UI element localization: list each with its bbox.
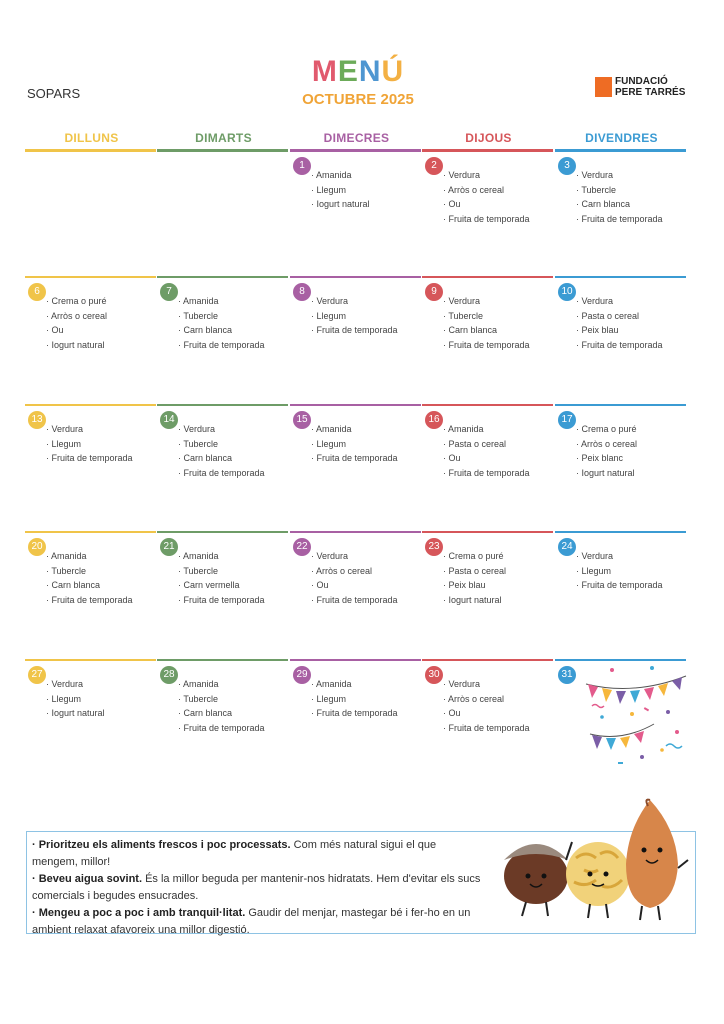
menu-item: · Ou [46,325,64,335]
menu-item: · Carn blanca [576,199,631,209]
menu-item: · Llegum [46,693,82,704]
menu-item: · Fruita de temporada [443,722,530,733]
day-number-badge: 13 [28,411,46,429]
menu-item: · Verdura [443,170,481,180]
cell-divider [422,276,553,278]
menu-item-list [576,294,663,352]
title-letter: Ú [381,55,405,88]
day-number-badge: 24 [558,538,576,556]
day-number-badge: 20 [28,538,46,556]
menu-item: · Iogurt natural [46,339,105,350]
menu-item: · Carn blanca [443,325,498,335]
day-header-underline [422,149,553,152]
title-letter: E [337,55,359,88]
logo-square-icon [595,77,612,97]
menu-item: · Verdura [178,424,216,434]
menu-item: · Amanida [46,551,87,561]
menu-type-label: SOPARS [27,86,81,101]
menu-item: · Peix blau [576,325,619,335]
day-number-badge: 15 [293,411,311,429]
day-number-badge: 23 [425,538,443,556]
menu-item: · Arròs o cereal [46,310,108,321]
day-header-underline [290,149,421,152]
day-number-badge: 21 [160,538,178,556]
day-number-badge: 29 [293,666,311,684]
page-title [290,54,426,90]
day-header-dijous: DIJOUS [465,131,512,145]
menu-item: · Amanida [311,424,352,434]
menu-item-list [576,168,663,226]
menu-item: · Fruita de temporada [311,453,398,463]
party-bunting-icon [582,662,694,774]
menu-item: · Ou [443,199,461,209]
menu-item: · Carn blanca [46,580,101,590]
day-number-badge: 28 [160,666,178,684]
menu-item-list [443,168,530,226]
cell-divider [25,404,156,406]
day-number-badge: 8 [293,283,311,301]
cell-divider [422,531,553,533]
menu-item: · Fruita de temporada [46,453,133,463]
menu-item-list [311,549,398,607]
day-number-badge: 17 [558,411,576,429]
day-header-underline [157,149,288,152]
menu-item: · Arròs o cereal [443,693,505,704]
food-characters-illustration [500,798,690,924]
cell-divider [157,531,288,533]
menu-item: · Llegum [311,310,347,321]
cell-divider [290,276,421,278]
menu-item: · Verdura [443,679,481,689]
day-number-badge: 30 [425,666,443,684]
tip-3-text: Gaudir del menjar, mastegar bé i fer-ho en un ambient relaxat afavoreix una millor digestió. [32,907,471,936]
day-header-dilluns: DILLUNS [64,131,119,145]
menu-item: · Llegum [576,565,612,576]
menu-item: · Fruita de temporada [46,594,133,605]
menu-item: · Iogurt natural [46,708,105,718]
menu-item: · Crema o puré [576,424,637,434]
day-number-badge: 27 [28,666,46,684]
cell-divider [555,531,686,533]
menu-item: · Fruita de temporada [178,467,265,478]
sweet-potato-icon [626,800,688,920]
menu-item-list [178,677,265,735]
menu-item: · Crema o puré [443,551,504,561]
menu-item: · Amanida [311,679,352,689]
menu-item-list [576,422,637,480]
day-number-badge: 9 [425,283,443,301]
cell-divider [25,276,156,278]
menu-item: · Arròs o cereal [576,438,638,449]
menu-item: · Llegum [311,438,347,449]
menu-item: · Tubercle [178,693,219,704]
menu-item-list [311,168,370,212]
menu-item-list [311,677,398,721]
day-header-dimarts: DIMARTS [195,131,252,145]
cell-divider [157,659,288,661]
day-number-badge: 2 [425,157,443,175]
menu-item: · Verdura [576,170,614,180]
cell-divider [157,404,288,406]
menu-item-list [178,422,265,480]
tip-2-text: És la millor beguda per mantenir-nos hidratats. Hem d'evitar els sucs comercials i begudes ensucrades. [32,873,481,902]
menu-item: · Verdura [46,424,84,434]
menu-item: · Llegum [46,438,82,449]
menu-item: · Carn blanca [178,708,233,718]
menu-item: · Verdura [311,296,349,306]
menu-item: · Llegum [311,184,347,195]
menu-item: · Amanida [311,170,352,180]
menu-item: · Fruita de temporada [311,594,398,605]
menu-item: · Tubercle [178,565,219,576]
cell-divider [555,404,686,406]
menu-item-list [46,422,133,466]
tip-1-bold: · Prioritzeu els aliments frescos i poc processats. [32,839,291,851]
menu-item-list [178,294,265,352]
tip-3-bold: · Mengeu a poc a poc i amb tranquil·litat. [32,907,246,919]
month-subtitle: OCTUBRE 2025 [302,91,414,108]
day-number-badge: 22 [293,538,311,556]
tip-1-text: Com més natural sigui el que mengem, millor! [32,839,437,868]
tip-1 [32,837,482,871]
menu-item: · Amanida [443,424,484,434]
menu-item: · Amanida [178,679,219,689]
menu-item: · Pasta o cereal [443,565,507,576]
cell-divider [290,404,421,406]
menu-item: · Ou [311,580,329,590]
tip-2 [32,871,482,905]
cell-divider [290,531,421,533]
menu-item: · Fruita de temporada [576,580,663,590]
cell-divider [422,659,553,661]
cell-divider [290,659,421,661]
menu-item: · Iogurt natural [311,199,370,209]
menu-item: · Verdura [311,551,349,561]
cell-divider [422,404,553,406]
menu-item: · Fruita de temporada [576,339,663,350]
menu-item: · Amanida [178,296,219,306]
menu-item: · Tubercle [576,184,617,195]
day-header-underline [25,149,156,152]
title-letter: N [358,55,382,88]
day-header-divendres: DIVENDRES [585,131,658,145]
menu-item: · Tubercle [443,310,484,321]
menu-item: · Iogurt natural [576,467,635,478]
menu-item-list [311,422,398,466]
menu-item: · Fruita de temporada [443,339,530,350]
chestnut-icon [504,842,572,916]
menu-item-list [46,549,133,607]
walnut-icon [566,842,630,918]
menu-item: · Verdura [46,679,84,689]
title-letter: M [311,55,338,88]
menu-item-list [311,294,398,338]
menu-item: · Verdura [576,551,614,561]
menu-item: · Fruita de temporada [311,708,398,718]
menu-item: · Llegum [311,693,347,704]
cell-divider [555,276,686,278]
menu-item: · Peix blanc [576,453,624,463]
day-number-badge: 16 [425,411,443,429]
menu-item: · Fruita de temporada [443,213,530,224]
day-number-badge: 10 [558,283,576,301]
cell-divider [25,659,156,661]
logo-line1: FUNDACIÓ [615,76,668,87]
menu-item: · Verdura [443,296,481,306]
menu-item: · Carn blanca [178,453,233,463]
menu-item-list [46,294,107,352]
tip-3 [32,905,482,939]
menu-item-list [443,677,530,735]
cell-divider [157,276,288,278]
day-header-dimecres: DIMECRES [323,131,390,145]
menu-item: · Fruita de temporada [576,213,663,224]
menu-item: · Tubercle [46,565,87,576]
menu-item-list [178,549,265,607]
menu-item: · Iogurt natural [443,594,502,605]
menu-item: · Ou [443,708,461,718]
menu-item-list [443,549,506,607]
menu-item: · Tubercle [178,310,219,321]
day-number-badge: 3 [558,157,576,175]
menu-item: · Arròs o cereal [443,184,505,195]
menu-item: · Amanida [178,551,219,561]
menu-item: · Pasta o cereal [443,438,507,449]
menu-item: · Fruita de temporada [443,467,530,478]
menu-item-list [443,294,530,352]
logo-line2: PERE TARRÉS [615,87,686,98]
menu-item: · Fruita de temporada [178,594,265,605]
menu-item: · Fruita de temporada [311,325,398,335]
day-number-badge: 7 [160,283,178,301]
cell-divider [555,659,686,661]
day-number-badge: 14 [160,411,178,429]
fundacio-logo [595,76,695,100]
day-number-badge: 6 [28,283,46,301]
tip-2-bold: · Beveu aigua sovint. [32,873,143,885]
menu-item: · Tubercle [178,438,219,449]
day-header-underline [555,149,686,152]
menu-item-list [443,422,530,480]
menu-item: · Crema o puré [46,296,107,306]
menu-item: · Peix blau [443,580,486,590]
menu-item: · Pasta o cereal [576,310,640,321]
menu-item: · Carn vermella [178,580,240,590]
menu-item: · Verdura [576,296,614,306]
menu-item-list [46,677,105,721]
day-number-badge: 1 [293,157,311,175]
menu-item: · Carn blanca [178,325,233,335]
menu-item: · Fruita de temporada [178,722,265,733]
menu-item: · Arròs o cereal [311,565,373,576]
menu-item: · Fruita de temporada [178,339,265,350]
day-number-badge: 31 [558,666,576,684]
menu-item: · Ou [443,453,461,463]
cell-divider [25,531,156,533]
menu-item-list [576,549,663,593]
